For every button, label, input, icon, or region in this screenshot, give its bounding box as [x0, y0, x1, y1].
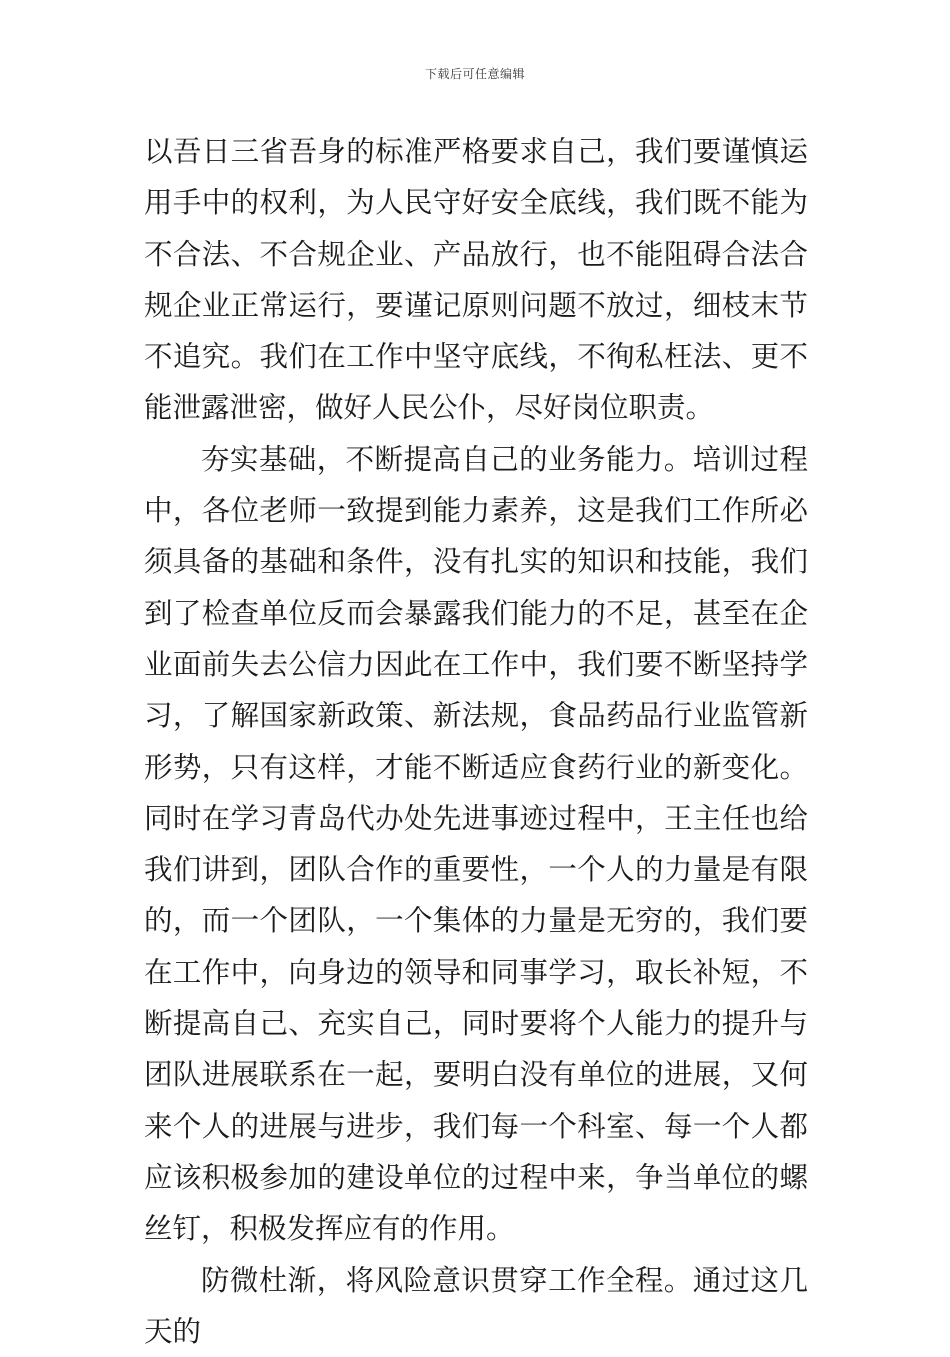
- document-body: [144, 126, 808, 1357]
- header-note: 下载后可任意编辑: [424, 67, 525, 81]
- paragraph-1: 以吾日三省吾身的标准严格要求自己，我们要谨慎运用手中的权利，为人民守好安全底线，我们既不能为不合法、不合规企业、产品放行，也不能阻碍合法合规企业正常运行，要谨记原则问题不放过，细枝末节不追究。我们在工作中坚守底线，不徇私枉法、更不能泄露泄密，做好人民公仆，尽好岗位职责。: [144, 135, 808, 425]
- paragraph-3: 防微杜渐，将风险意识贯穿工作全程。通过这几天的: [144, 1263, 808, 1348]
- paragraph-2: 夯实基础，不断提高自己的业务能力。培训过程中，各位老师一致提到能力素养，这是我们工作所必须具备的基础和条件，没有扎实的知识和技能，我们到了检查单位反而会暴露我们能力的不足，甚至在企业面前失去公信力因此在工作中，我们要不断坚持学习，了解国家新政策、新法规，食品药品行业监管新形势，只有这样，才能不断适应食药行业的新变化。同时在学习青岛代办处先进事迹过程中，王主任也给我们讲到，团队合作的重要性，一个人的力量是有限的，而一个团队，一个集体的力量是无穷的，我们要在工作中，向身边的领导和同事学习，取长补短，不断提高自己、充实自己，同时要将个人能力的提升与团队进展联系在一起，要明白没有单位的进展，又何来个人的进展与进步，我们每一个科室、每一个人都应该积极参加的建设单位的过程中来，争当单位的螺丝钉，积极发挥应有的作用。: [144, 442, 808, 1246]
